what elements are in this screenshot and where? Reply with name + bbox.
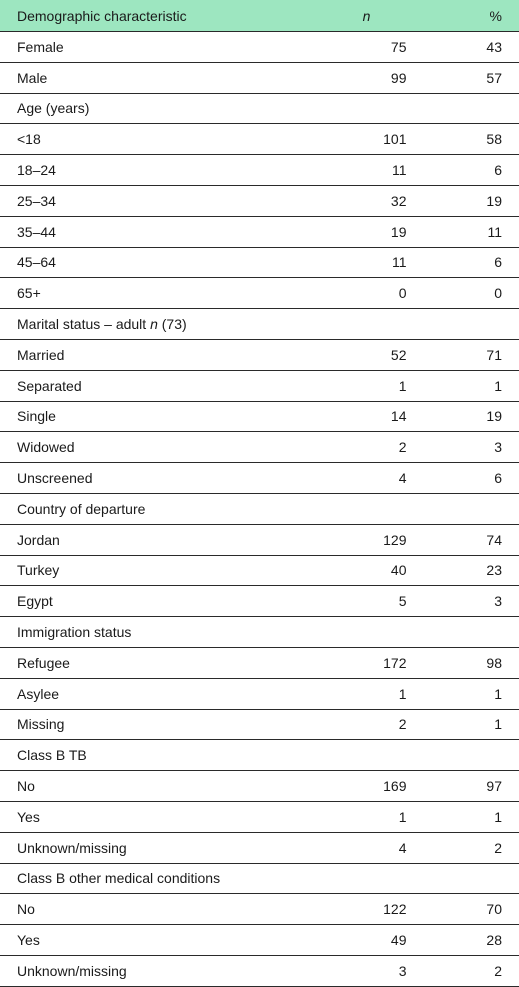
table-row: [0, 124, 519, 155]
cell-pct: 70: [486, 901, 502, 918]
table-row: [0, 463, 519, 494]
table-row: [0, 833, 519, 864]
row-label: 18–24: [17, 162, 56, 179]
cell-pct: 1: [494, 377, 502, 394]
table-row: [0, 402, 519, 433]
cell-n: 52: [390, 346, 407, 363]
row-label: 45–64: [17, 254, 56, 271]
cell-pct: 1: [494, 685, 502, 702]
table-row: [0, 371, 519, 402]
cell-pct: 1: [494, 716, 502, 733]
row-label: <18: [17, 131, 41, 148]
section-label: [0, 316, 187, 332]
cell-n: 5: [398, 593, 407, 610]
table-row: [0, 278, 519, 309]
cell-n: 75: [390, 38, 407, 55]
table-row: [0, 586, 519, 617]
section-row: [0, 309, 519, 340]
table-row: [0, 525, 519, 556]
header-label: Demographic characteristic: [17, 7, 187, 24]
section-row: [0, 617, 519, 648]
cell-n: 99: [390, 69, 407, 86]
section-label: Class B TB: [17, 747, 87, 764]
cell-n: 4: [398, 470, 407, 487]
cell-n: 19: [390, 223, 407, 240]
cell-pct: 2: [494, 962, 502, 979]
row-label: Separated: [17, 377, 82, 394]
row-label: Widowed: [17, 439, 75, 456]
row-label: Yes: [17, 808, 40, 825]
table-row: [0, 155, 519, 186]
cell-n: 11: [391, 254, 407, 271]
cell-n: 49: [390, 932, 407, 948]
table-row: [0, 925, 519, 956]
row-label: Married: [17, 346, 65, 363]
cell-pct: 1: [494, 808, 502, 825]
table-row: [0, 432, 519, 463]
cell-pct: 3: [494, 439, 502, 456]
cell-n: 1: [398, 808, 407, 825]
section-label-text: Marital status – adult: [17, 316, 147, 333]
section-label: Immigration status: [17, 624, 132, 641]
table-row: [0, 648, 519, 679]
cell-n: 40: [390, 562, 407, 579]
table-row: [0, 556, 519, 587]
section-row: [0, 94, 519, 125]
row-label: Refugee: [17, 654, 70, 671]
cell-n: 101: [383, 131, 407, 148]
header-pct: %: [489, 7, 502, 24]
cell-pct: 19: [486, 408, 502, 425]
cell-n: 3: [398, 962, 407, 979]
cell-pct: 2: [494, 839, 502, 856]
section-row: [0, 494, 519, 525]
section-row: [0, 864, 519, 895]
row-label: Missing: [17, 716, 65, 733]
table-row: [0, 217, 519, 248]
cell-pct: 3: [494, 593, 502, 610]
cell-n: 11: [391, 162, 407, 179]
cell-n: 172: [383, 654, 407, 671]
row-label: Single: [17, 408, 56, 425]
table-row: [0, 771, 519, 802]
cell-n: 129: [383, 531, 407, 548]
cell-n: 14: [390, 408, 407, 425]
cell-pct: 6: [494, 162, 502, 179]
cell-n: 122: [383, 901, 407, 918]
row-label: Turkey: [17, 562, 60, 579]
table-row: [0, 679, 519, 710]
row-label: Unknown/missing: [17, 839, 127, 856]
cell-pct: 23: [486, 562, 502, 579]
cell-pct: 57: [486, 69, 502, 86]
section-label: Country of departure: [17, 500, 146, 517]
table-row: [0, 32, 519, 63]
cell-n: 1: [398, 685, 407, 702]
cell-pct: 19: [486, 192, 502, 209]
table-row: [0, 340, 519, 371]
cell-n: 2: [398, 439, 407, 456]
cell-n: 169: [383, 778, 407, 795]
row-label: Unknown/missing: [17, 962, 127, 979]
row-label: Male: [17, 69, 48, 86]
row-label: Unscreened: [17, 470, 93, 487]
table-body: [0, 32, 519, 987]
row-label: Egypt: [17, 593, 53, 610]
row-label: 35–44: [17, 223, 56, 240]
cell-pct: 98: [486, 654, 502, 671]
cell-pct: 6: [494, 470, 502, 487]
table-row: [0, 894, 519, 925]
cell-pct: 58: [486, 131, 502, 148]
table-row: [0, 186, 519, 217]
cell-n: 2: [398, 716, 407, 733]
cell-n: 32: [390, 192, 407, 209]
table-row: [0, 63, 519, 94]
section-row: [0, 740, 519, 771]
cell-n: 4: [398, 839, 407, 856]
row-label: Female: [17, 38, 64, 55]
row-label: Yes: [17, 932, 40, 948]
cell-n: 0: [398, 285, 407, 302]
header-n: n: [362, 7, 371, 24]
row-label: No: [17, 901, 35, 918]
row-label: 25–34: [17, 192, 56, 209]
row-label: Jordan: [17, 531, 60, 548]
cell-pct: 97: [486, 778, 502, 795]
row-label: No: [17, 778, 35, 795]
section-label: Class B other medical conditions: [17, 870, 221, 887]
cell-n: 1: [398, 377, 407, 394]
section-label-n: n: [150, 316, 158, 333]
table-row: [0, 248, 519, 279]
table-row: [0, 956, 519, 987]
cell-pct: 0: [494, 285, 502, 302]
section-label-suffix: (73): [157, 316, 187, 333]
table-header-row: [0, 0, 519, 32]
cell-pct: 43: [486, 38, 502, 55]
row-label: 65+: [17, 285, 41, 302]
table-row: [0, 710, 519, 741]
cell-pct: 6: [494, 254, 502, 271]
cell-pct: 74: [486, 531, 502, 548]
cell-pct: 11: [487, 223, 502, 240]
row-label: Asylee: [17, 685, 60, 702]
cell-pct: 28: [486, 932, 502, 948]
table-row: [0, 802, 519, 833]
cell-pct: 71: [486, 346, 502, 363]
section-label: Age (years): [17, 100, 90, 117]
